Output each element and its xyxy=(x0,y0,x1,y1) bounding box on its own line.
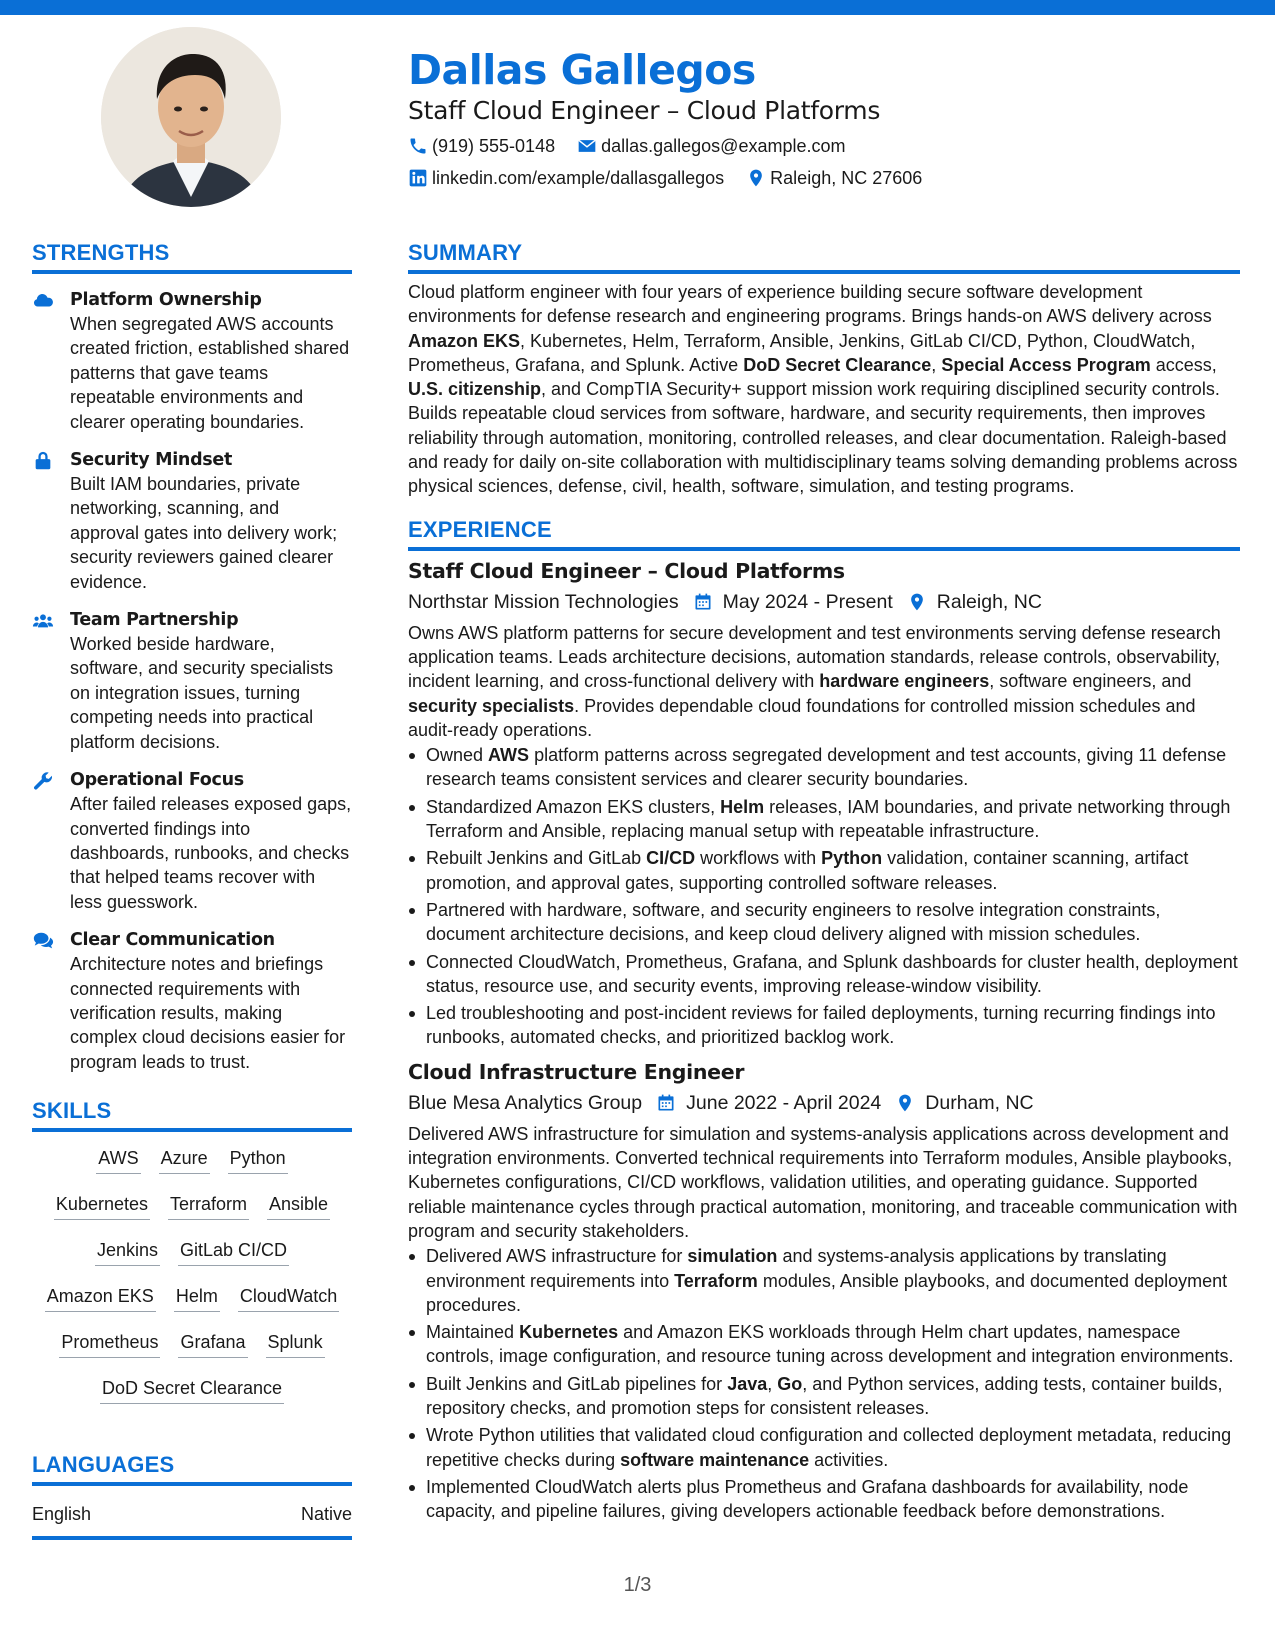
strengths-heading: STRENGTHS xyxy=(32,238,352,274)
strength-text: Built IAM boundaries, private networking, scanning, and approval gates into delivery work; security reviewers gained clearer evidence. xyxy=(70,474,338,592)
job-meta xyxy=(408,587,1240,617)
job-dates-text: May 2024 - Present xyxy=(722,590,893,613)
job-bullets xyxy=(408,1244,1240,1523)
strength-text: Worked beside hardware, software, and security specialists on integration issues, turning competing needs into practical platform decisions. xyxy=(70,634,334,752)
job-bullet: Wrote Python utilities that validated cloud configuration and collected deployment metadata, reducing repetitive checks during software maintenance activities. xyxy=(408,1423,1240,1472)
job-dates-text: June 2022 - April 2024 xyxy=(686,1091,882,1114)
job-company: Northstar Mission Technologies xyxy=(408,590,679,613)
skill-chip: Azure xyxy=(159,1146,210,1174)
calendar-icon xyxy=(656,1093,676,1113)
bold-keyword: software maintenance xyxy=(620,1449,810,1470)
contact-row-1 xyxy=(408,134,1248,158)
email-text[interactable]: dallas.gallegos@example.com xyxy=(601,136,846,156)
job-entry xyxy=(408,557,1240,1050)
candidate-role: Staff Cloud Engineer – Cloud Platforms xyxy=(408,96,881,125)
strength-title: Security Mindset xyxy=(70,450,233,471)
language-level: Native xyxy=(300,1504,352,1525)
skills-list xyxy=(32,1146,352,1422)
comments-icon xyxy=(32,930,54,952)
job-bullet: Built Jenkins and GitLab pipelines for Java, Go, and Python services, adding tests, container builds, repository checks, and promotion steps for consistent releases. xyxy=(408,1372,1240,1421)
job-location-text: Durham, NC xyxy=(925,1091,1034,1114)
experience-heading: EXPERIENCE xyxy=(408,515,1240,551)
job-location-text: Raleigh, NC xyxy=(936,590,1042,613)
calendar-icon xyxy=(693,592,713,612)
bold-keyword: security specialists xyxy=(408,695,575,716)
contact-phone xyxy=(408,134,555,158)
users-icon xyxy=(32,610,54,632)
strength-text: When segregated AWS accounts created friction, established shared patterns that gave teams repeatable environments and clearer operating boundaries. xyxy=(70,314,350,432)
job-bullet: Rebuilt Jenkins and GitLab CI/CD workflows with Python validation, container scanning, artifact promotion, and approval gates, supporting controlled software releases. xyxy=(408,846,1240,895)
skill-chip: AWS xyxy=(96,1146,140,1174)
strength-item xyxy=(32,608,352,754)
contact-location xyxy=(746,166,922,190)
bold-keyword: DoD Secret Clearance xyxy=(743,354,932,375)
skills-heading: SKILLS xyxy=(32,1096,352,1132)
bold-keyword: Special Access Program xyxy=(941,354,1151,375)
job-entry xyxy=(408,1058,1240,1524)
right-column xyxy=(408,238,1240,1526)
skill-chip: Kubernetes xyxy=(54,1192,150,1220)
job-bullet: Led troubleshooting and post-incident reviews for failed deployments, turning recurring findings into runbooks, automated checks, and prioritized backlog work. xyxy=(408,1001,1240,1050)
job-description: Owns AWS platform patterns for secure development and test environments serving defense research application teams. Leads architecture decisions, automation standards, release controls, observability, incident learning, and cross-functional delivery with hardware engineers, software engineers, and security specialists. Provides dependable cloud foundations for controlled mission schedules and audit-ready operations. xyxy=(408,622,1221,740)
cloud-icon xyxy=(32,290,54,312)
job-title: Staff Cloud Engineer – Cloud Platforms xyxy=(408,558,845,583)
skill-chip: Helm xyxy=(174,1284,220,1312)
linkedin-icon xyxy=(408,168,428,188)
summary-text: Cloud platform engineer with four years of experience building secure software development environments for defense research and engineering programs. Brings hands-on AWS delivery across Amazon EKS, Kubernetes, Helm, Terraform, Ansible, Jenkins, GitLab CI/CD, Python, CloudWatch, Prometheus, Grafana, and Splunk. Active DoD Secret Clearance, Special Access Program access, U.S. citizenship, and CompTIA Security+ support mission work requiring disciplined security controls. Builds repeatable cloud services from software, hardware, and security requirements, then improves reliability through automation, monitoring, controlled releases, and clear documentation. Raleigh-based and ready for daily on-site collaboration with multidisciplinary teams solving demanding problems across physical sciences, defense, civil, health, software, simulation, and testing programs. xyxy=(408,282,1238,497)
skill-chip: Terraform xyxy=(168,1192,249,1220)
job-location xyxy=(895,1088,1033,1118)
bold-keyword: Amazon EKS xyxy=(408,330,521,351)
job-bullet: Partnered with hardware, software, and security engineers to resolve integration constraints, document architecture decisions, and keep cloud delivery aligned with mission schedules. xyxy=(408,898,1240,947)
job-bullet: Maintained Kubernetes and Amazon EKS workloads through Helm chart updates, namespace controls, image configuration, and resource tuning across development and integration environments. xyxy=(408,1320,1240,1369)
language-row xyxy=(32,1502,352,1540)
map-pin-icon xyxy=(746,168,766,188)
job-bullet: Owned AWS platform patterns across segregated development and test accounts, giving 11 defense research teams consistent services and clearer security boundaries. xyxy=(408,743,1240,792)
location-text: Raleigh, NC 27606 xyxy=(770,168,923,188)
job-bullet: Connected CloudWatch, Prometheus, Grafana, and Splunk dashboards for cluster health, deployment status, resource use, and security events, improving release-window visibility. xyxy=(408,950,1240,999)
job-location xyxy=(907,587,1042,617)
job-bullets xyxy=(408,743,1240,1050)
job-title: Cloud Infrastructure Engineer xyxy=(408,1059,745,1084)
contact-linkedin[interactable] xyxy=(408,166,724,190)
languages-heading: LANGUAGES xyxy=(32,1450,352,1486)
skill-chip: Ansible xyxy=(267,1192,330,1220)
map-pin-icon xyxy=(895,1093,915,1113)
job-dates xyxy=(693,587,893,617)
skill-chip: Jenkins xyxy=(95,1238,160,1266)
map-pin-icon xyxy=(907,592,927,612)
strength-title: Team Partnership xyxy=(70,610,239,631)
resume-header xyxy=(408,42,1248,190)
bold-keyword: CI/CD xyxy=(646,848,696,869)
bold-keyword: Terraform xyxy=(674,1270,758,1291)
skill-chip: DoD Secret Clearance xyxy=(100,1376,284,1404)
profile-photo xyxy=(101,27,281,207)
skill-chip: GitLab CI/CD xyxy=(178,1238,289,1266)
strength-item xyxy=(32,448,352,594)
bold-keyword: Helm xyxy=(720,796,765,817)
strength-title: Operational Focus xyxy=(70,770,244,791)
job-meta xyxy=(408,1088,1240,1118)
job-dates xyxy=(656,1088,881,1118)
skill-chip: Amazon EKS xyxy=(45,1284,156,1312)
skill-chip: CloudWatch xyxy=(238,1284,339,1312)
bold-keyword: Java xyxy=(727,1373,768,1394)
page-number: 1/3 xyxy=(623,1574,652,1596)
bold-keyword: Python xyxy=(821,848,883,869)
job-bullet: Standardized Amazon EKS clusters, Helm releases, IAM boundaries, and private networking through Terraform and Ansible, replacing manual setup with repeatable infrastructure. xyxy=(408,795,1240,844)
wrench-icon xyxy=(32,770,54,792)
strength-text: Architecture notes and briefings connected requirements with verification results, making complex cloud decisions easier for program leads to trust. xyxy=(70,954,346,1072)
language-name: English xyxy=(32,1504,92,1525)
candidate-name: Dallas Gallegos xyxy=(408,46,756,94)
bold-keyword: Kubernetes xyxy=(519,1322,619,1343)
bold-keyword: AWS xyxy=(488,745,530,766)
skill-chip: Prometheus xyxy=(59,1330,160,1358)
contact-row-2 xyxy=(408,166,1248,190)
linkedin-text[interactable]: linkedin.com/example/dallasgallegos xyxy=(432,168,725,188)
bold-keyword: U.S. citizenship xyxy=(408,379,542,400)
top-accent-bar xyxy=(0,0,1275,15)
strength-title: Clear Communication xyxy=(70,930,275,951)
job-bullet: Implemented CloudWatch alerts plus Prometheus and Grafana dashboards for availability, node capacity, and pipeline failures, giving developers actionable feedback before demonstrations. xyxy=(408,1475,1240,1524)
job-company: Blue Mesa Analytics Group xyxy=(408,1091,643,1114)
lock-icon xyxy=(32,450,54,472)
strength-text: After failed releases exposed gaps, converted findings into dashboards, runbooks, and checks that helped teams recover with less guesswork. xyxy=(70,794,352,912)
strength-item xyxy=(32,768,352,914)
contact-email[interactable] xyxy=(577,134,845,158)
bold-keyword: Go xyxy=(777,1373,803,1394)
strength-item xyxy=(32,288,352,434)
bold-keyword: simulation xyxy=(687,1246,778,1267)
skill-chip: Grafana xyxy=(178,1330,247,1358)
bold-keyword: hardware engineers xyxy=(819,671,990,692)
job-bullet: Delivered AWS infrastructure for simulation and systems-analysis applications by translating environment requirements into Terraform modules, Ansible playbooks, and documented deployment procedures. xyxy=(408,1244,1240,1317)
skill-chip: Splunk xyxy=(266,1330,325,1358)
strength-title: Platform Ownership xyxy=(70,290,262,310)
summary-heading: SUMMARY xyxy=(408,238,1240,274)
phone-icon xyxy=(408,136,428,156)
phone-text: (919) 555-0148 xyxy=(432,136,556,156)
envelope-icon xyxy=(577,136,597,156)
job-description: Delivered AWS infrastructure for simulation and systems-analysis applications across development and integration environments. Converted technical requirements into Terraform modules, Ansible playbooks, Kubernetes configurations, CI/CD workflows, validation utilities, and operating guidance. Supported reliable maintenance cycles through practical automation, monitoring, and traceable communication with program and security stakeholders. xyxy=(408,1123,1238,1241)
skill-chip: Python xyxy=(228,1146,288,1174)
left-column xyxy=(32,238,352,1540)
strength-item xyxy=(32,928,352,1074)
